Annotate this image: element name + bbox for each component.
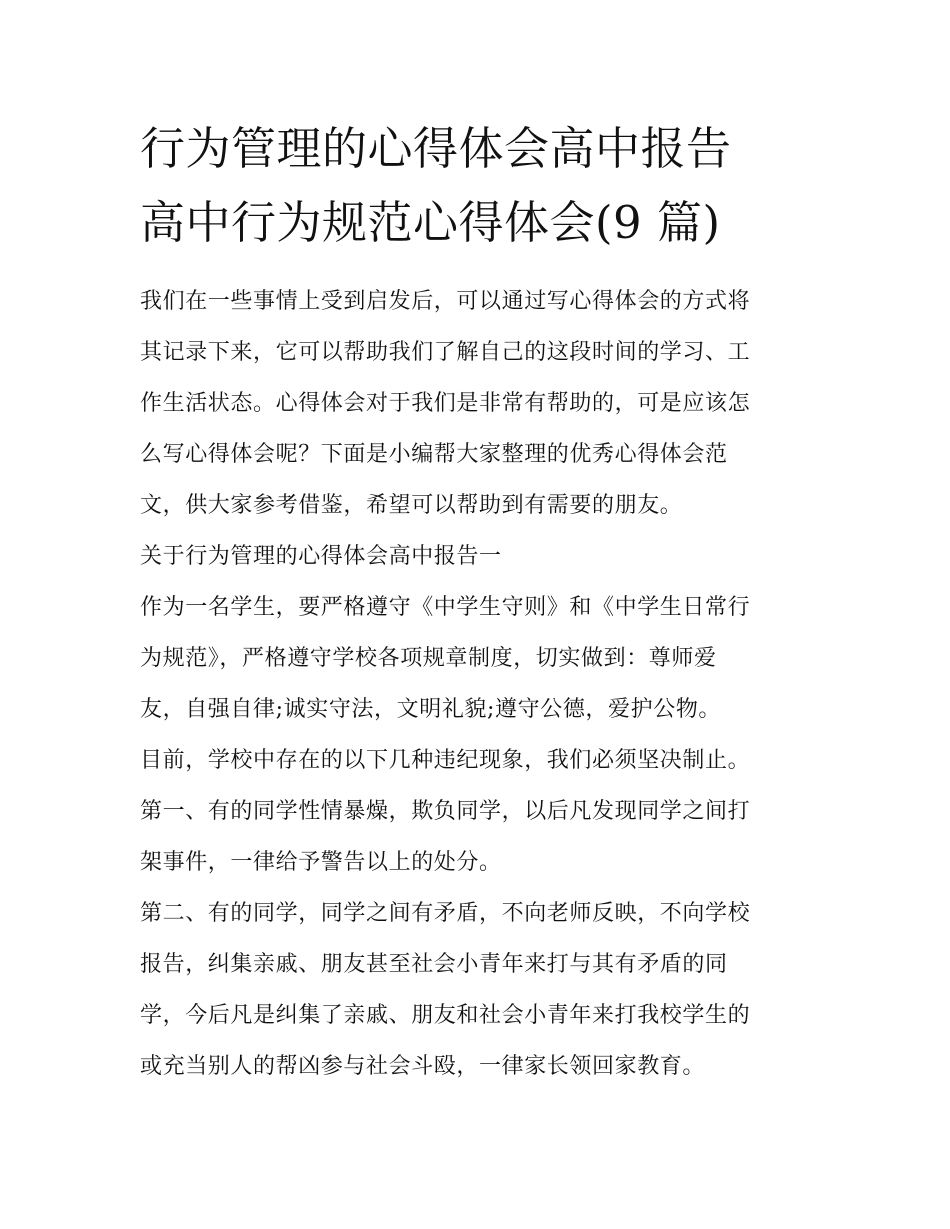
text-line: 我们在一些事情上受到启发后，可以通过写心得体会的方式将: [140, 289, 751, 314]
body-paragraph: [140, 888, 820, 1092]
text-line: 友，自强自律;诚实守法，文明礼貌;遵守公德，爱护公物。: [140, 697, 722, 722]
text-line: 关于行为管理的心得体会高中报告一: [140, 544, 502, 569]
text-line: 作为一名学生，要严格遵守《中学生守则》和《中学生日常行: [140, 595, 751, 620]
text-line: 学，今后凡是纠集了亲戚、朋友和社会小青年来打我校学生的: [140, 1003, 751, 1028]
text-line: 报告，纠集亲戚、朋友甚至社会小青年来打与其有矛盾的同: [140, 952, 728, 977]
text-line: 文，供大家参考借鉴，希望可以帮助到有需要的朋友。: [140, 493, 683, 518]
text-line: 或充当别人的帮凶参与社会斗殴，一律家长领回家教育。: [140, 1054, 706, 1079]
text-line: 其记录下来，它可以帮助我们了解自己的这段时间的学习、工: [140, 340, 751, 365]
intro-paragraph: [140, 276, 820, 531]
body-paragraph: [140, 786, 820, 888]
section-heading: [140, 531, 820, 582]
document-content: [140, 112, 820, 1092]
text-line: 么写心得体会呢？下面是小编帮大家整理的优秀心得体会范: [140, 442, 728, 467]
text-line: 为规范》，严格遵守学校各项规章制度，切实做到：尊师爱: [140, 646, 717, 671]
document-body: [140, 276, 820, 1092]
text-line: 架事件，一律给予警告以上的处分。: [140, 850, 502, 875]
text-line: 作生活状态。心得体会对于我们是非常有帮助的，可是应该怎: [140, 391, 751, 416]
title-line: 行为管理的心得体会高中报告: [140, 122, 732, 175]
text-line: 第二、有的同学，同学之间有矛盾，不向老师反映，不向学校: [140, 901, 751, 926]
text-line: 第一、有的同学性情暴燥，欺负同学，以后凡发现同学之间打: [140, 799, 751, 824]
body-paragraph: [140, 735, 820, 786]
title-line: 高中行为规范心得体会(9 篇): [140, 196, 721, 249]
document-title: [140, 112, 820, 260]
body-paragraph: [140, 582, 820, 735]
text-line: 目前，学校中存在的以下几种违纪现象，我们必须坚决制止。: [140, 748, 751, 773]
